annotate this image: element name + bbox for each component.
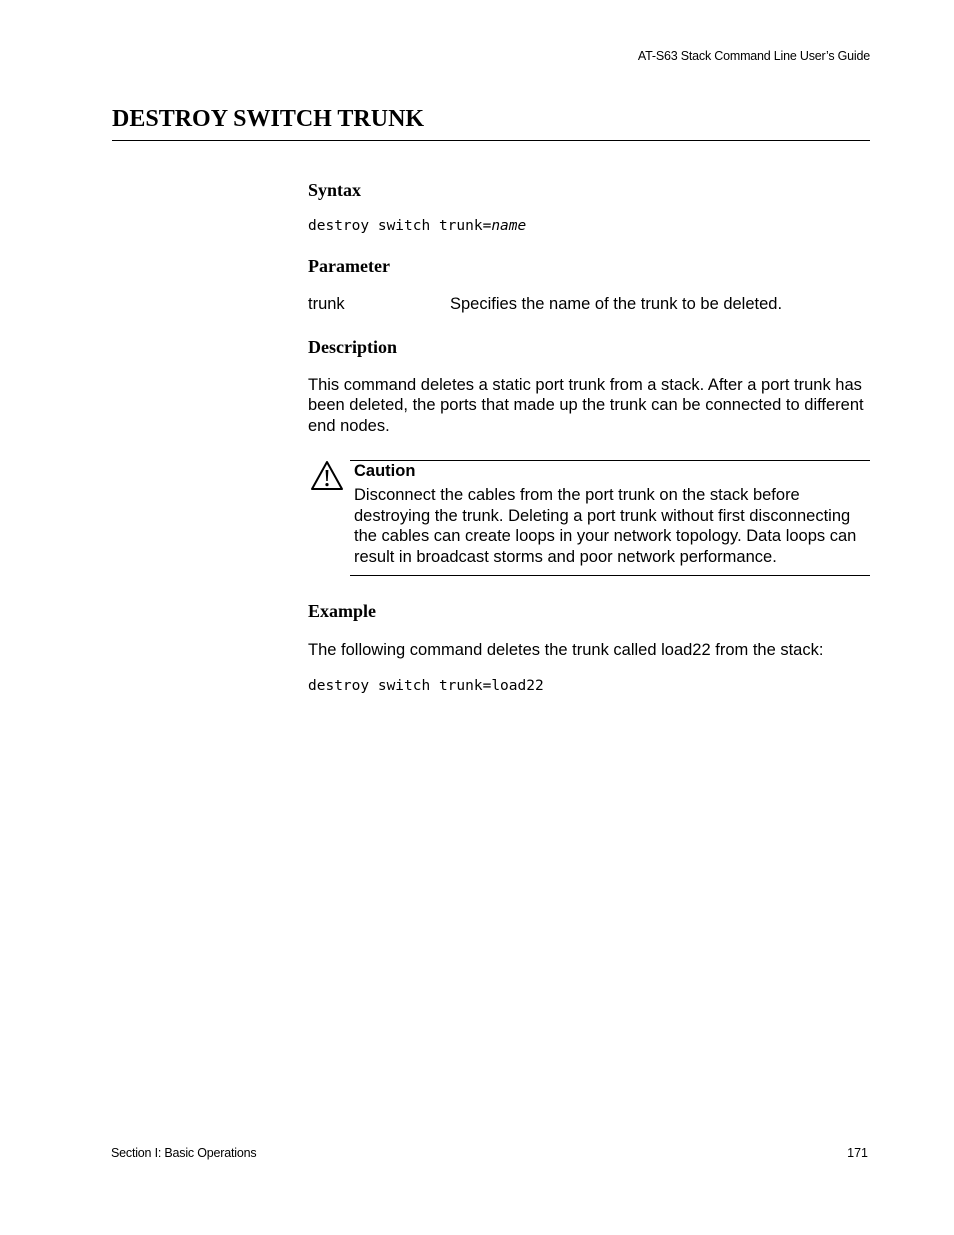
example-heading: Example	[308, 601, 377, 621]
page-title: DESTROY SWITCH TRUNK	[112, 106, 425, 132]
title-divider	[112, 140, 870, 141]
syntax-heading: Syntax	[308, 180, 362, 200]
example-intro: The following command deletes the trunk called load22 from the stack:	[308, 641, 824, 659]
example-command: destroy switch trunk=load22	[308, 678, 544, 694]
parameter-description: Specifies the name of the trunk to be deleted.	[450, 295, 783, 313]
caution-bottom-rule	[350, 575, 870, 576]
caution-text: Disconnect the cables from the port trunk on the stack before destroying the trunk. Deleting a port trunk without first disconnecting the cables can create loops in your network topology. Data loops can result in broadcast storms and poor network performance.	[354, 486, 857, 566]
footer-section: Section I: Basic Operations	[111, 1146, 257, 1160]
syntax-argument: name	[491, 218, 527, 234]
running-header: AT-S63 Stack Command Line User’s Guide	[637, 49, 870, 63]
parameter-heading: Parameter	[308, 256, 390, 276]
parameter-name: trunk	[308, 295, 345, 313]
description-text: This command deletes a static port trunk from a stack. After a port trunk has been deleted, the ports that made up the trunk can be connected to different end nodes.	[308, 376, 864, 435]
syntax-command-text: destroy switch trunk=	[308, 218, 492, 234]
page-number: 171	[847, 1146, 868, 1160]
warning-triangle-icon	[310, 460, 344, 491]
caution-title: Caution	[354, 462, 416, 480]
syntax-command	[308, 218, 526, 234]
description-heading: Description	[308, 337, 397, 357]
caution-top-rule	[350, 460, 870, 461]
